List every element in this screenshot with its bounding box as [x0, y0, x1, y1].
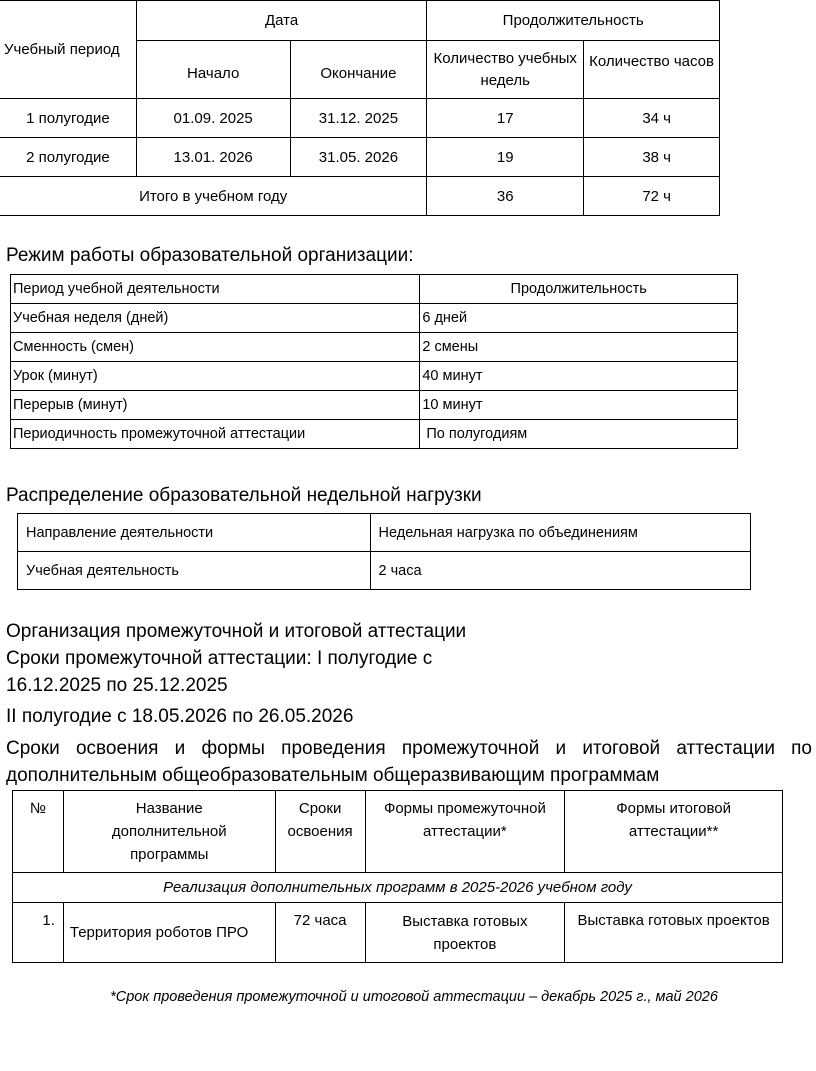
total-label: Итого в учебном году — [0, 177, 427, 216]
cell-hours: 34 ч — [584, 99, 720, 138]
cell-final: Выставка готовых проектов — [565, 903, 783, 963]
cell-start: 01.09. 2025 — [136, 99, 290, 138]
col-header-end: Окончание — [290, 41, 427, 99]
total-hours: 72 ч — [584, 177, 720, 216]
row-value: 40 минут — [420, 362, 738, 391]
row-value: По полугодиям — [420, 420, 738, 449]
cell-end: 31.05. 2026 — [290, 138, 427, 177]
row-label: Учебная неделя (дней) — [11, 304, 420, 333]
col-header-duration: Продолжительность — [427, 1, 720, 41]
section-row: Реализация дополнительных программ в 2025-2026 учебном году — [13, 873, 783, 903]
total-row — [0, 177, 720, 216]
col-header-start: Начало — [136, 41, 290, 99]
row-label: Урок (минут) — [11, 362, 420, 391]
attestation-line3: II полугодие с 18.05.2026 по 26.05.2026 — [6, 706, 354, 727]
cell-name: Территория роботов ПРО — [63, 903, 275, 963]
regime-heading: Режим работы образовательной организации: — [6, 245, 414, 266]
attestation-line2: 16.12.2025 по 25.12.2025 — [6, 675, 228, 696]
table-row — [0, 99, 720, 138]
cell-weeks: 17 — [427, 99, 584, 138]
row-load: 2 часа — [370, 552, 750, 590]
row-label: Сменность (смен) — [11, 333, 420, 362]
table-row — [11, 391, 738, 420]
col-header-period: Учебный период — [0, 1, 136, 99]
col-header-terms: Сроки освоения — [275, 791, 365, 873]
table-row — [11, 333, 738, 362]
col-header-weeks: Количество учебных недель — [427, 41, 584, 99]
col-header-intermediate: Формы промежуточной аттестации* — [365, 791, 565, 873]
table-row — [11, 304, 738, 333]
attestation-heading: Организация промежуточной и итоговой аттестации — [6, 621, 467, 642]
col-header-dates: Дата — [136, 1, 427, 41]
cell-num: 1. — [13, 903, 64, 963]
col-header-period: Период учебной деятельности — [11, 275, 420, 304]
calendar-table — [0, 0, 720, 216]
col-header-final: Формы итоговой аттестации** — [565, 791, 783, 873]
table-row — [13, 903, 783, 963]
row-direction: Учебная деятельность — [18, 552, 371, 590]
cell-hours: 38 ч — [584, 138, 720, 177]
table-row — [11, 362, 738, 391]
total-weeks: 36 — [427, 177, 584, 216]
cell-weeks: 19 — [427, 138, 584, 177]
row-label: Периодичность промежуточной аттестации — [11, 420, 420, 449]
col-header-load: Недельная нагрузка по объединениям — [370, 514, 750, 552]
programs-heading-line1: Сроки освоения и формы проведения промежуточной и итоговой аттестации по — [6, 738, 812, 759]
col-header-direction: Направление деятельности — [18, 514, 371, 552]
load-table — [17, 513, 751, 590]
attestation-line1: Сроки промежуточной аттестации: I полугодие с — [6, 648, 433, 669]
cell-period: 1 полугодие — [0, 99, 136, 138]
regime-table — [10, 274, 738, 449]
cell-period: 2 полугодие — [0, 138, 136, 177]
cell-end: 31.12. 2025 — [290, 99, 427, 138]
row-label: Перерыв (минут) — [11, 391, 420, 420]
cell-start: 13.01. 2026 — [136, 138, 290, 177]
table-row — [0, 138, 720, 177]
programs-heading-line2: дополнительным общеобразовательным общеразвивающим программам — [6, 765, 660, 786]
col-header-hours: Количество часов — [584, 41, 720, 99]
row-value: 10 минут — [420, 391, 738, 420]
row-value: 6 дней — [420, 304, 738, 333]
table-row — [18, 552, 751, 590]
table-row — [11, 420, 738, 449]
load-heading: Распределение образовательной недельной нагрузки — [6, 485, 482, 506]
row-value: 2 смены — [420, 333, 738, 362]
programs-table — [12, 790, 783, 963]
cell-terms: 72 часа — [275, 903, 365, 963]
col-header-num: № — [13, 791, 64, 873]
cell-intermediate: Выставка готовых проектов — [365, 903, 565, 963]
col-header-name: Название дополнительной программы — [63, 791, 275, 873]
footnote: *Срок проведения промежуточной и итоговой аттестации – декабрь 2025 г., май 2026 — [110, 989, 718, 1005]
col-header-duration: Продолжительность — [420, 275, 738, 304]
